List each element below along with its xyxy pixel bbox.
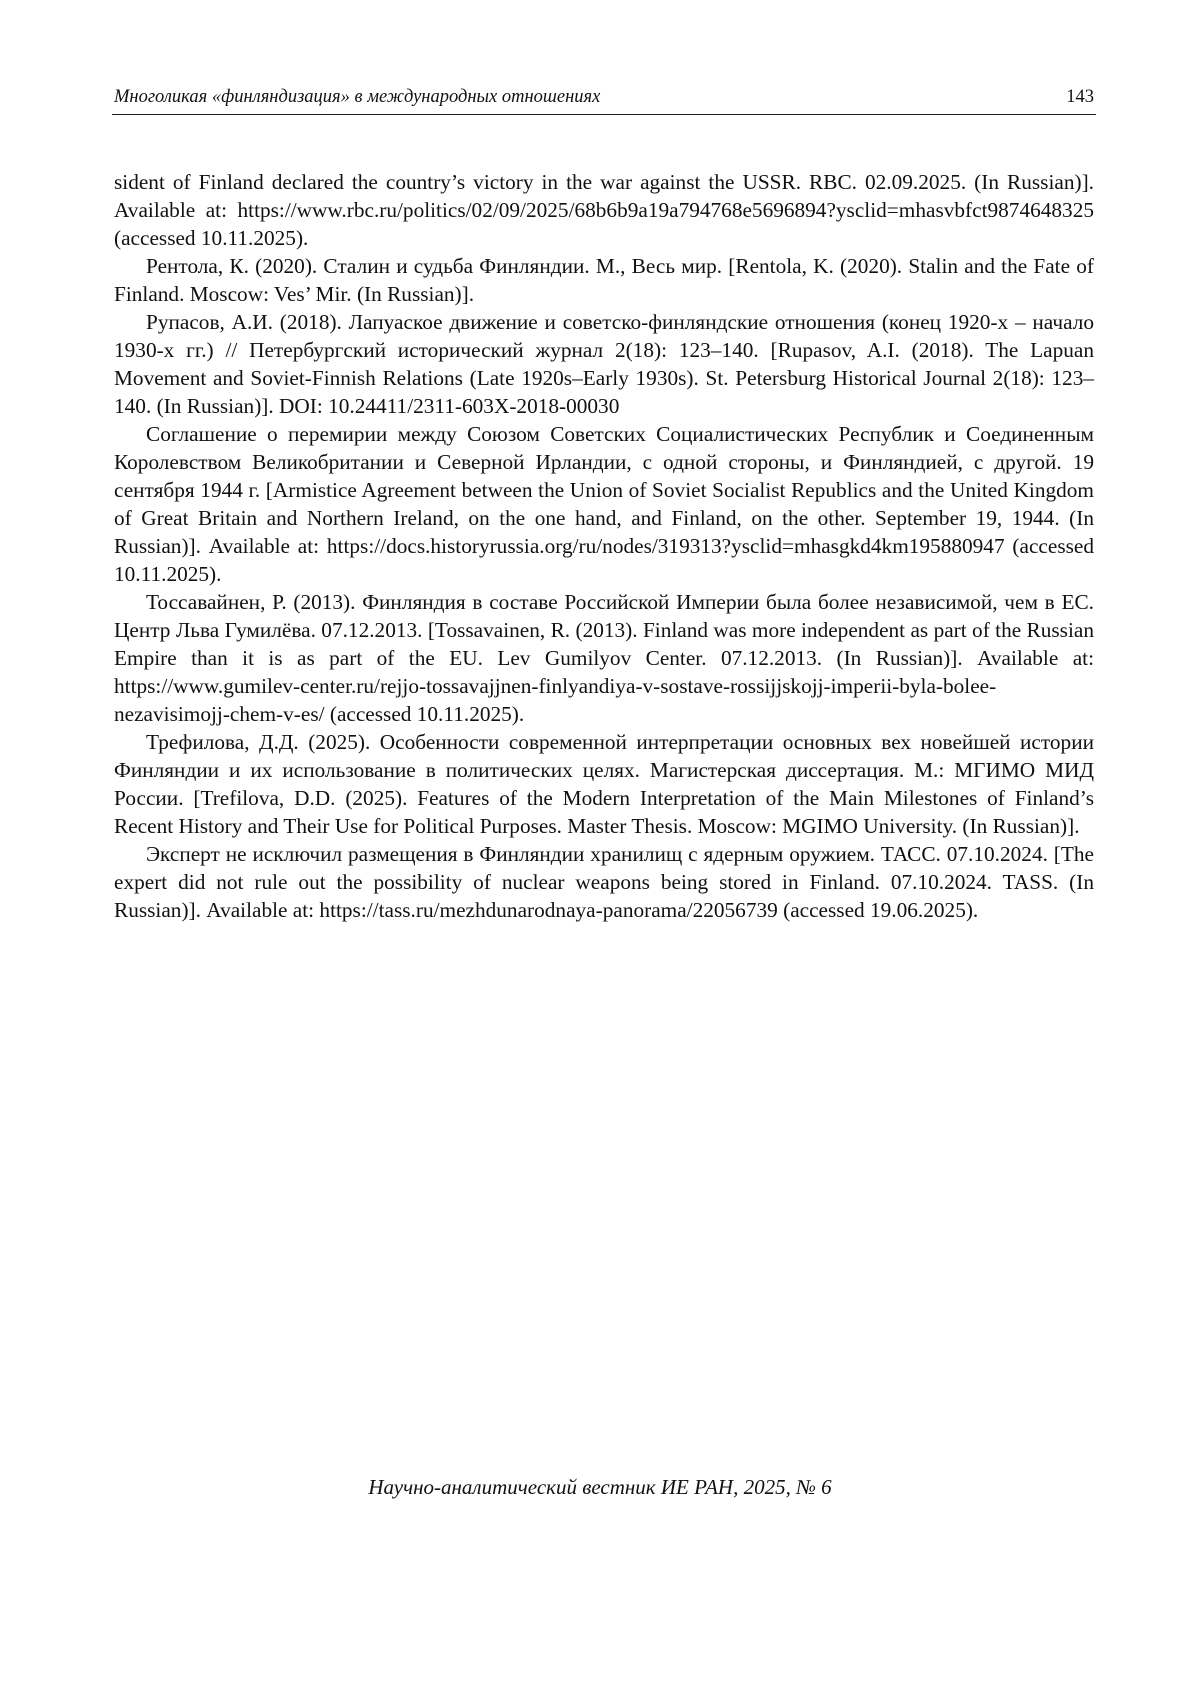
page-number: 143 bbox=[1066, 87, 1094, 107]
reference-entry-continued: sident of Finland declared the country’s victory in the war against the USSR. RBC. 02.09.2025. (In Russian)]. Available at: https://www.rbc.ru/politics/02/09/2025/68b6b9a19a794768e5696894?ysclid=mhasvbfct9874648325 (accessed 10.11.2025). bbox=[114, 170, 1094, 250]
reference-entry-rentola: Рентола, К. (2020). Сталин и судьба Финляндии. М., Весь мир. [Rentola, K. (2020). Stalin and the Fate of Finland. Moscow: Ves’ Mir. (In Russian)]. bbox=[114, 254, 1094, 306]
reference-entry-tossavainen: Тоссавайнен, Р. (2013). Финляндия в составе Российской Империи была более независимой, чем в ЕС. Центр Льва Гумилёва. 07.12.2013. [Tossavainen, R. (2013). Finland was more independent as part of the Russian Empire than it is as part of the EU. Lev Gumilyov Center. 07.12.2013. (In Russian)]. Available at: https://www.gumilev-center.ru/rejjo-tossavajjnen-finlyandiya-v-sostave-rossijjskojj-imperii-byla-bolee-nezavisimojj-chem-v-es/ (accessed 10.11.2025). bbox=[114, 590, 1094, 726]
reference-entry-rupasov: Рупасов, А.И. (2018). Лапуаское движение и советско-финляндские отношения (конец 1920-х – начало 1930-х гг.) // Петербургский исторический журнал 2(18): 123–140. [Rupasov, A.I. (2018). The Lapuan Movement and Soviet-Finnish Relations (Late 1920s–Early 1930s). St. Petersburg Historical Journal 2(18): 123–140. (In Russian)]. DOI: 10.24411/2311-603X-2018-00030 bbox=[114, 310, 1094, 418]
reference-entry-armistice-agreement: Соглашение о перемирии между Союзом Советских Социалистических Республик и Соединенным Королевством Великобритании и Северной Ирландии, с одной стороны, и Финляндией, с другой. 19 сентября 1944 г. [Armistice Agreement between the Union of Soviet Socialist Republics and the United Kingdom of Great Britain and Northern Ireland, on the one hand, and Finland, on the other. September 19, 1944. (In Russian)]. Available at: https://docs.historyrussia.org/ru/nodes/319313?ysclid=mhasgkd4km195880947 (accessed 10.11.2025). bbox=[114, 422, 1094, 586]
running-header bbox=[112, 84, 1096, 115]
running-footer: Научно-аналитический вестник ИЕ РАН, 2025, № 6 bbox=[368, 1475, 832, 1499]
reference-entry-trefilova: Трефилова, Д.Д. (2025). Особенности современной интерпретации основных вех новейшей истории Финляндии и их использование в политических целях. Магистерская диссертация. М.: МГИМО МИД России. [Trefilova, D.D. (2025). Features of the Modern Interpretation of the Main Milestones of Finland’s Recent History and Their Use for Political Purposes. Master Thesis. Moscow: MGIMO University. (In Russian)]. bbox=[114, 730, 1094, 838]
reference-entry-tass-expert: Эксперт не исключил размещения в Финляндии хранилищ с ядерным оружием. ТАСС. 07.10.2024. [The expert did not rule out the possibility of nuclear weapons being stored in Finland. 07.10.2024. TASS. (In Russian)]. Available at: https://tass.ru/mezhdunarodnaya-panorama/22056739 (accessed 19.06.2025). bbox=[114, 842, 1094, 922]
header-title: Многоликая «финляндизация» в международных отношениях bbox=[114, 87, 601, 107]
reference-list bbox=[114, 168, 1094, 924]
